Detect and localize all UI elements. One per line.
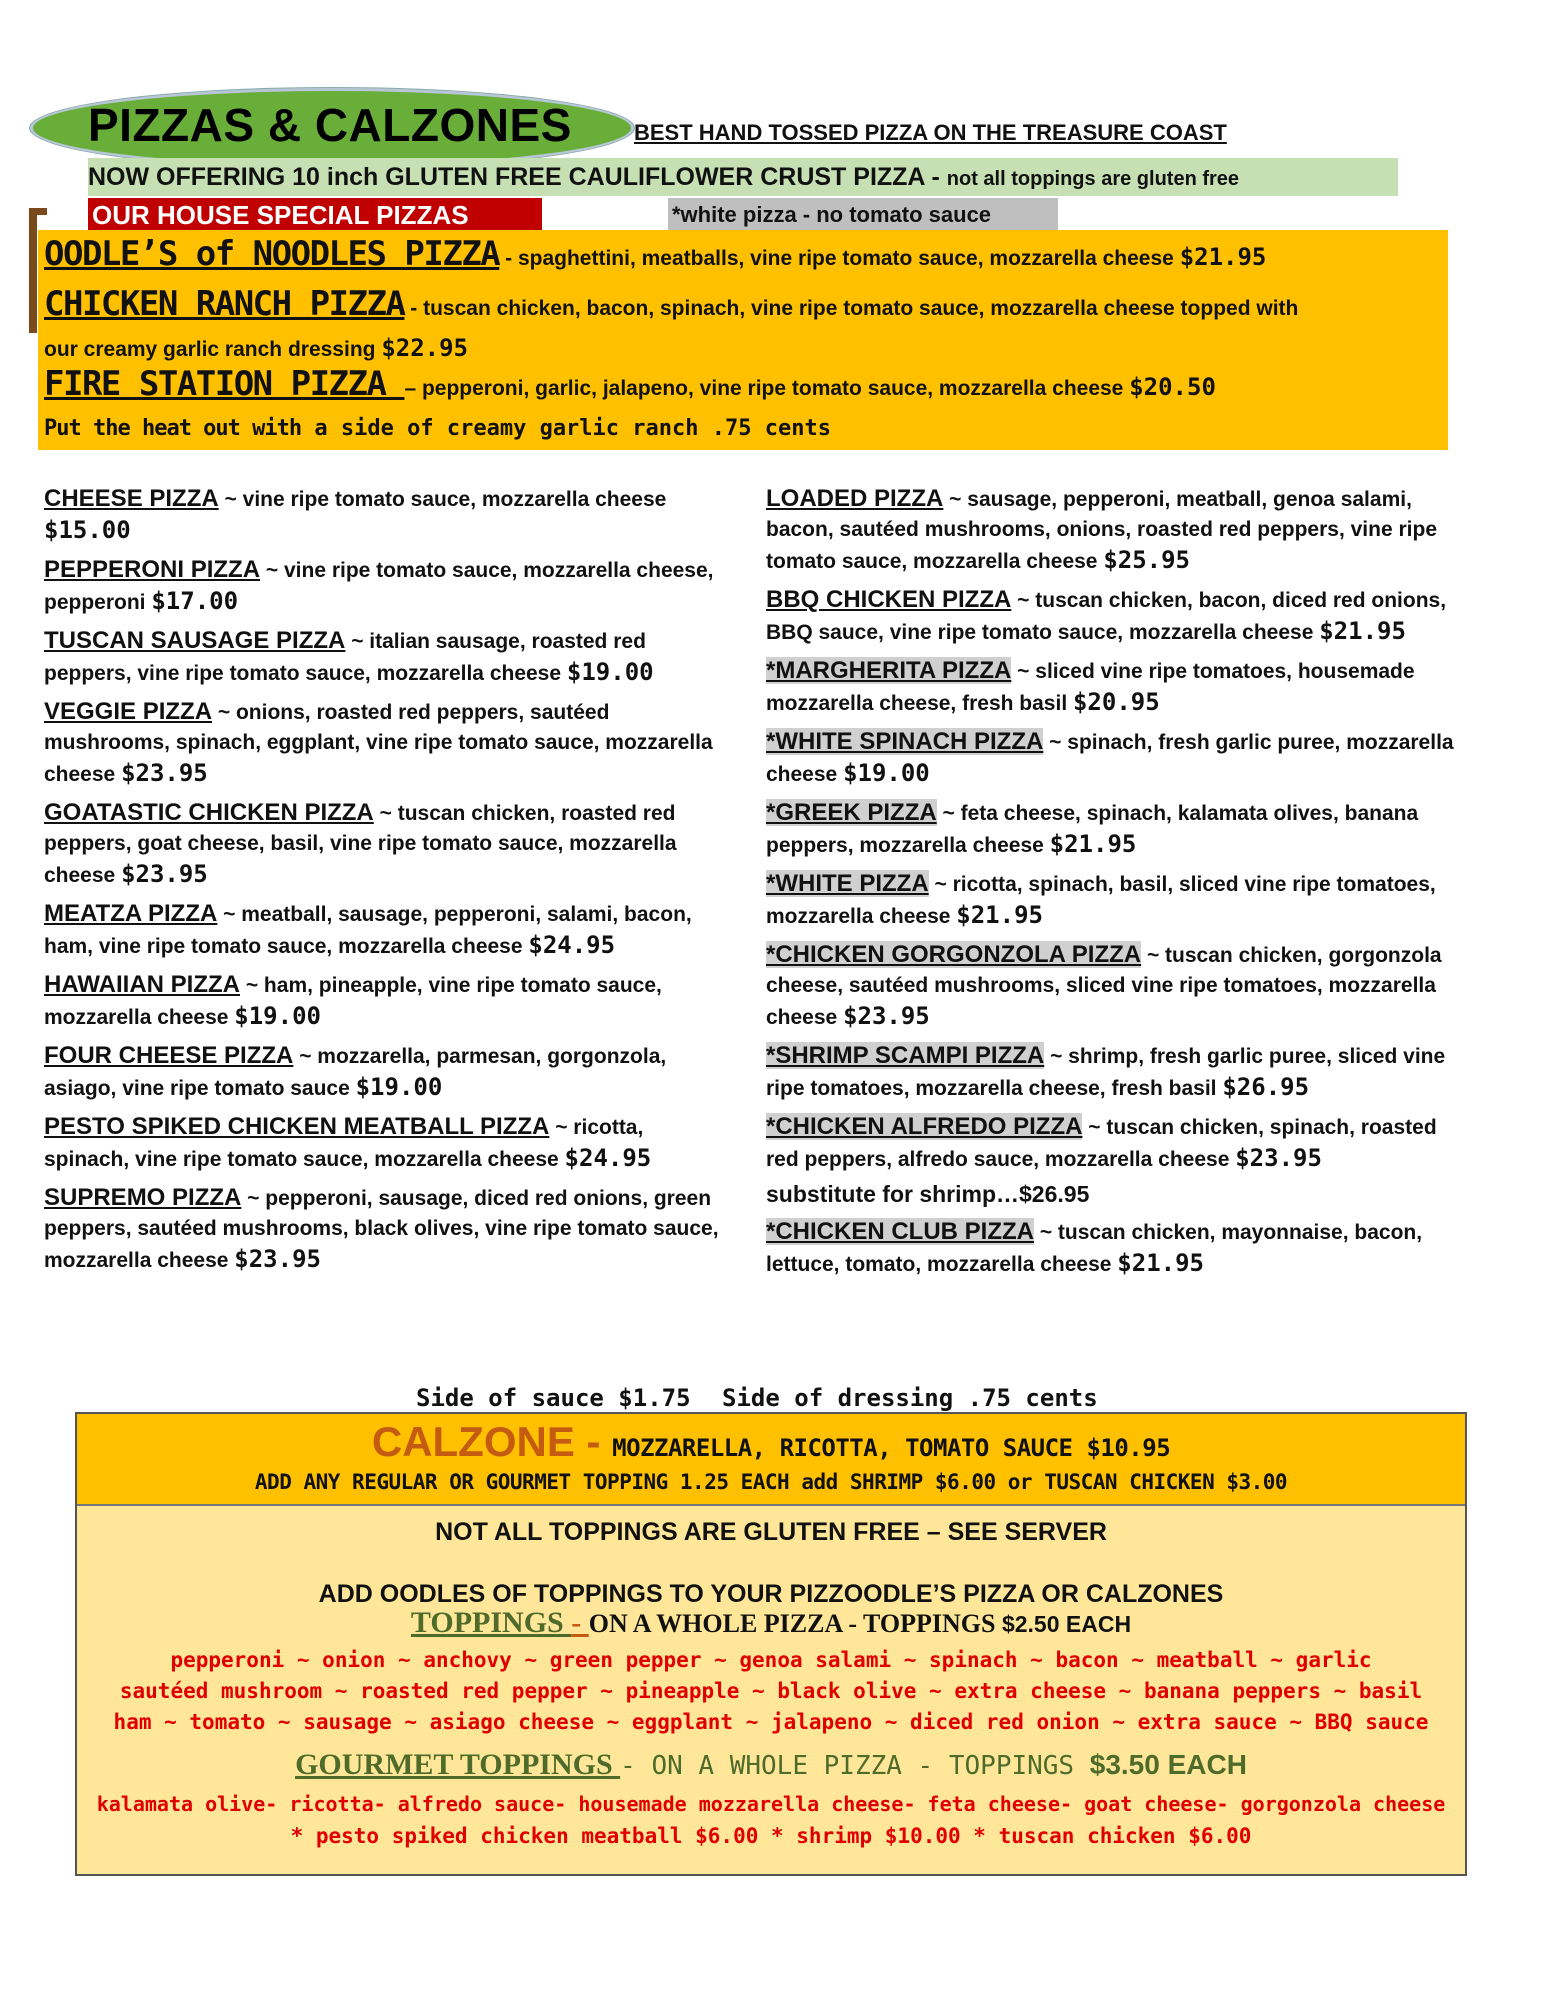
gluten-free-text: NOW OFFERING 10 inch GLUTEN FREE CAULIFLOWER CRUST PIZZA - xyxy=(88,163,947,191)
left-menu-column xyxy=(44,484,734,1284)
menu-item xyxy=(766,869,1456,932)
menu-item xyxy=(766,940,1456,1033)
menu-item-price: $23.95 xyxy=(234,1245,321,1273)
gourmet-list-line-2: * pesto spiked chicken meatball $6.00 * shrimp $10.00 * tuscan chicken $6.00 xyxy=(290,1824,1252,1848)
menu-item-name: VEGGIE PIZZA xyxy=(44,698,213,725)
side-of-sauce: Side of sauce $1.75 xyxy=(416,1384,691,1412)
menu-item-name: *GREEK PIZZA xyxy=(766,799,937,826)
special-ranch-line2 xyxy=(44,334,468,362)
house-special-label: OUR HOUSE SPECIAL PIZZAS xyxy=(88,198,542,232)
menu-item-price: $26.95 xyxy=(1222,1073,1310,1101)
menu-item-price: $25.95 xyxy=(1103,546,1191,574)
menu-item-desc: ~ pepperoni, sausage, diced red onions, green peppers, sautéed mushrooms, black olives, vine ripe tomato sauce, mozzarella cheese xyxy=(44,1187,719,1272)
menu-item-name: MEATZA PIZZA xyxy=(44,900,218,927)
menu-item-price: $19.00 xyxy=(843,759,930,787)
add-toppings-heading: ADD OODLES OF TOPPINGS TO YOUR PIZZOODLE’S PIZZA OR CALZONES xyxy=(318,1580,1224,1608)
right-menu-column xyxy=(766,484,1456,1288)
special-desc: – pepperoni, garlic, jalapeno, vine ripe tomato sauce, mozzarella cheese xyxy=(404,377,1130,400)
toppings-list-line-1: pepperoni ~ onion ~ anchovy ~ green pepper ~ genoa salami ~ spinach ~ bacon ~ meatball ~ garlic xyxy=(170,1648,1372,1672)
house-specials-box xyxy=(38,230,1448,450)
special-name: OODLE’S of NOODLES PIZZA xyxy=(44,234,500,274)
menu-item xyxy=(44,555,734,618)
white-pizza-note: *white pizza - no tomato sauce xyxy=(668,198,1058,232)
menu-item xyxy=(44,1183,734,1276)
page-title: PIZZAS & CALZONES xyxy=(88,99,572,151)
special-desc: - tuscan chicken, bacon, spinach, vine ripe tomato sauce, mozzarella cheese topped with xyxy=(404,297,1299,320)
menu-item-name: *CHICKEN ALFREDO PIZZA xyxy=(766,1113,1083,1140)
menu-item-price: $21.95 xyxy=(1117,1249,1204,1277)
menu-item-name: CHEESE PIZZA xyxy=(44,485,219,512)
menu-item xyxy=(44,970,734,1033)
menu-item-name: HAWAIIAN PIZZA xyxy=(44,971,240,998)
heat-note-lead: Put the heat out with xyxy=(44,416,302,441)
calzone-addons: ADD ANY REGULAR OR GOURMET TOPPING 1.25 EACH add SHRIMP $6.00 or TUSCAN CHICKEN $3.00 xyxy=(254,1470,1288,1494)
special-price: $21.95 xyxy=(1179,243,1267,271)
menu-item xyxy=(44,1041,734,1104)
heat-note xyxy=(44,416,831,441)
toppings-list-line-2: sautéed mushroom ~ roasted red pepper ~ pineapple ~ black olive ~ extra cheese ~ banana peppers ~ basil xyxy=(119,1679,1423,1703)
menu-item xyxy=(766,798,1456,861)
menu-item xyxy=(44,484,734,547)
menu-item-price: $23.95 xyxy=(121,860,208,888)
toppings-heading xyxy=(77,1606,1465,1640)
menu-item-desc: ~ ham, pineapple, vine ripe tomato sauce, mozzarella cheese xyxy=(44,974,662,1029)
menu-item-desc: ~ feta cheese, spinach, kalamata olives, banana peppers, mozzarella cheese xyxy=(766,802,1419,857)
menu-item-desc: ~ shrimp, fresh garlic puree, sliced vine ripe tomatoes, mozzarella cheese, fresh basil xyxy=(766,1045,1446,1100)
toppings-label: TOPPINGS xyxy=(410,1606,572,1639)
calzone-header xyxy=(77,1414,1465,1506)
menu-item-name: TUSCAN SAUSAGE PIZZA xyxy=(44,627,346,654)
special-desc: - spaghettini, meatballs, vine ripe tomato sauce, mozzarella cheese xyxy=(499,247,1180,270)
menu-item-price: $23.95 xyxy=(1235,1144,1322,1172)
menu-item-name: FOUR CHEESE PIZZA xyxy=(44,1042,294,1069)
menu-item-name: LOADED PIZZA xyxy=(766,485,944,512)
gourmet-label: GOURMET TOPPINGS xyxy=(295,1748,621,1781)
menu-item xyxy=(44,899,734,962)
menu-item xyxy=(44,626,734,689)
menu-item xyxy=(766,484,1456,577)
special-price: $22.95 xyxy=(381,334,469,362)
menu-item-name: *MARGHERITA PIZZA xyxy=(766,657,1012,684)
menu-item-name: *CHICKEN GORGONZOLA PIZZA xyxy=(766,941,1142,968)
menu-item-price: $15.00 xyxy=(44,516,131,544)
menu-item-desc: ~ sliced vine ripe tomatoes, housemade mozzarella cheese, fresh basil xyxy=(766,660,1415,715)
menu-item-price: $19.00 xyxy=(355,1073,443,1101)
menu-item-desc: ~ spinach, fresh garlic puree, mozzarella cheese xyxy=(766,731,1454,786)
menu-item-name: *CHICKEN CLUB PIZZA xyxy=(766,1218,1034,1245)
menu-item-desc: ~ tuscan chicken, spinach, roasted red peppers, alfredo sauce, mozzarella cheese xyxy=(766,1116,1437,1171)
menu-item-price: $21.95 xyxy=(1319,617,1406,645)
menu-item-price: $17.00 xyxy=(151,587,239,615)
gourmet-heading xyxy=(77,1748,1465,1782)
menu-item-desc: ~ tuscan chicken, gorgonzola cheese, sautéed mushrooms, sliced vine ripe tomatoes, mozzarella cheese xyxy=(766,944,1442,1029)
menu-item-price: $19.00 xyxy=(566,658,654,686)
toppings-price: $2.50 EACH xyxy=(1001,1611,1132,1637)
calzone-desc: MOZZARELLA, RICOTTA, TOMATO SAUCE $10.95 xyxy=(612,1434,1171,1462)
gourmet-price: $3.50 EACH xyxy=(1089,1749,1247,1780)
menu-item-desc: ~ sausage, pepperoni, meatball, genoa salami, bacon, sautéed mushrooms, onions, roasted red peppers, vine ripe tomato sauce, mozzarella cheese xyxy=(766,488,1437,573)
menu-item-price: $20.95 xyxy=(1072,688,1160,716)
menu-item-name: PESTO SPIKED CHICKEN MEATBALL PIZZA xyxy=(44,1113,550,1140)
gourmet-list-line-1: kalamata olive- ricotta- alfredo sauce- housemade mozzarella cheese- feta cheese- goat cheese- gorgonzola cheese xyxy=(96,1792,1446,1816)
menu-item-desc: ~ vine ripe tomato sauce, mozzarella cheese, pepperoni xyxy=(44,559,714,614)
gluten-free-note: not all toppings are gluten free xyxy=(946,168,1240,190)
menu-item xyxy=(766,1217,1456,1280)
menu-item-price: $24.95 xyxy=(564,1144,652,1172)
calzone-title: CALZONE - xyxy=(371,1418,613,1465)
menu-item-name: *SHRIMP SCAMPI PIZZA xyxy=(766,1042,1045,1069)
menu-item-desc: ~ tuscan chicken, mayonnaise, bacon, lettuce, tomato, mozzarella cheese xyxy=(766,1221,1423,1276)
toppings-dash: - xyxy=(571,1606,589,1639)
menu-item-name: SUPREMO PIZZA xyxy=(44,1184,242,1211)
menu-item xyxy=(44,798,734,891)
menu-item xyxy=(766,727,1456,790)
gourmet-rest: - ON A WHOLE PIZZA - TOPPINGS xyxy=(620,1751,1090,1781)
special-fire xyxy=(44,364,1216,404)
special-ranch xyxy=(44,284,1298,324)
menu-item-desc: ~ italian sausage, roasted red peppers, vine ripe tomato sauce, mozzarella cheese xyxy=(44,630,646,685)
menu-item-price: $24.95 xyxy=(528,931,616,959)
menu-item-desc: ~ onions, roasted red peppers, sautéed mushrooms, spinach, eggplant, vine ripe tomato sauce, mozzarella cheese xyxy=(44,701,713,786)
special-desc: our creamy garlic ranch dressing xyxy=(44,338,382,361)
menu-item-name: BBQ CHICKEN PIZZA xyxy=(766,586,1012,613)
menu-item xyxy=(766,656,1456,719)
menu-item xyxy=(44,1112,734,1175)
menu-item-name: *WHITE SPINACH PIZZA xyxy=(766,728,1044,755)
menu-item-name: *WHITE PIZZA xyxy=(766,870,929,897)
menu-item-desc: ~ ricotta, spinach, basil, sliced vine ripe tomatoes, mozzarella cheese xyxy=(766,873,1436,928)
menu-item-price: $23.95 xyxy=(121,759,208,787)
special-oodles xyxy=(44,234,1266,274)
side-of-dressing: Side of dressing .75 cents xyxy=(722,1384,1098,1412)
menu-item-name: GOATASTIC CHICKEN PIZZA xyxy=(44,799,374,826)
heat-note-rest: a side of creamy garlic ranch .75 cents xyxy=(301,416,831,441)
calzone-title-row xyxy=(77,1418,1465,1466)
menu-item-price: $21.95 xyxy=(956,901,1043,929)
menu-item xyxy=(766,1112,1456,1175)
toppings-rest: ON A WHOLE PIZZA - TOPPINGS xyxy=(588,1609,1002,1638)
menu-item-desc: ~ vine ripe tomato sauce, mozzarella cheese xyxy=(218,488,667,511)
toppings-list-line-3: ham ~ tomato ~ sausage ~ asiago cheese ~ eggplant ~ jalapeno ~ diced red onion ~ extra sauce ~ BBQ sauce xyxy=(113,1710,1429,1734)
special-name: FIRE STATION PIZZA xyxy=(44,364,405,404)
special-name: CHICKEN RANCH PIZZA xyxy=(44,284,405,324)
menu-item-desc: ~ tuscan chicken, roasted red peppers, goat cheese, basil, vine ripe tomato sauce, mozzarella cheese xyxy=(44,802,677,887)
menu-item xyxy=(766,585,1456,648)
menu-item-desc: ~ ricotta, spinach, vine ripe tomato sauce, mozzarella cheese xyxy=(44,1116,644,1171)
calzone-box xyxy=(75,1412,1467,1876)
menu-item-desc: ~ mozzarella, parmesan, gorgonzola, asiago, vine ripe tomato sauce xyxy=(44,1045,667,1100)
menu-item-extra: substitute for shrimp…$26.95 xyxy=(766,1181,1090,1207)
gluten-free-banner xyxy=(88,158,1398,196)
menu-item xyxy=(766,1041,1456,1104)
menu-item-price: $21.95 xyxy=(1049,830,1137,858)
menu-item-name: PEPPERONI PIZZA xyxy=(44,556,261,583)
menu-item-desc: ~ tuscan chicken, bacon, diced red onions, BBQ sauce, vine ripe tomato sauce, mozzarella cheese xyxy=(766,589,1447,644)
special-price: $20.50 xyxy=(1129,373,1216,401)
menu-item xyxy=(44,697,734,790)
menu-item-price: $19.00 xyxy=(234,1002,321,1030)
menu-item-desc: ~ meatball, sausage, pepperoni, salami, bacon, ham, vine ripe tomato sauce, mozzarella cheese xyxy=(44,903,692,958)
gluten-warning: NOT ALL TOPPINGS ARE GLUTEN FREE – SEE SERVER xyxy=(435,1518,1107,1546)
tagline: BEST HAND TOSSED PIZZA ON THE TREASURE COAST xyxy=(634,120,1227,145)
menu-item-price: $23.95 xyxy=(843,1002,930,1030)
